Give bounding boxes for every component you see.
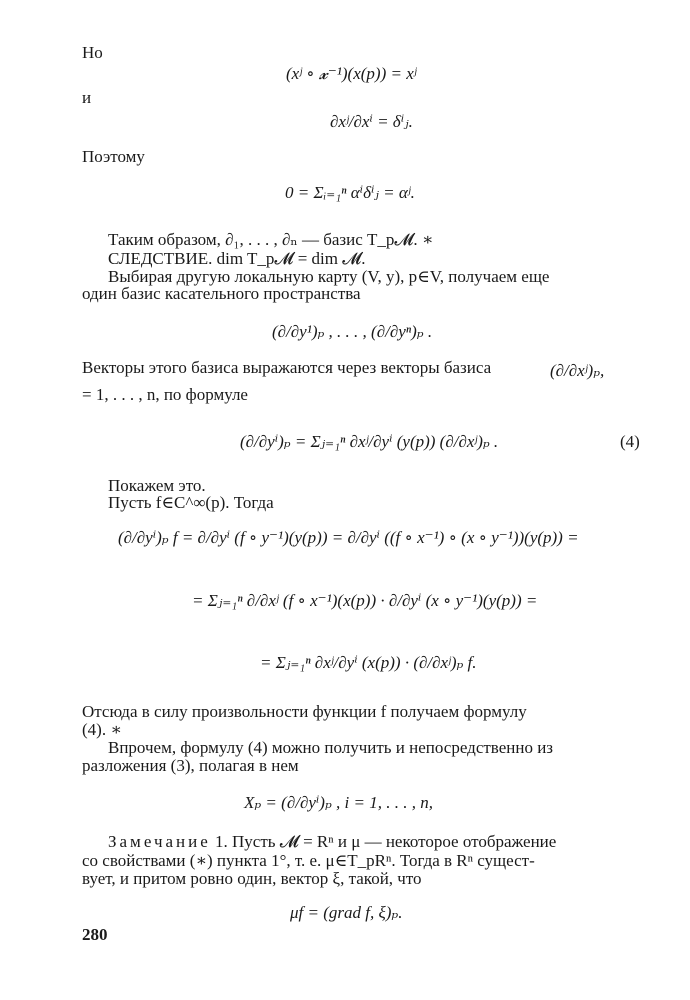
text-line: один базис касательного пространства [82, 284, 361, 303]
equation-number: (4) [620, 432, 640, 451]
text-line: Пусть f∈C^∞(p). Тогда [108, 493, 274, 512]
text-line: Выбирая другую локальную карту (V, y), p∈V, получаем еще [108, 267, 550, 286]
text-line: разложения (3), полагая в нем [82, 756, 299, 775]
text-line: Таким образом, ∂₁, . . . , ∂ₙ — базис T_p𝓜. ∗ [108, 230, 434, 249]
formula: (∂/∂xʲ)ₚ, [550, 361, 605, 380]
formula: ∂xʲ/∂xⁱ = δⁱⱼ. [330, 112, 413, 131]
formula: = Σⱼ₌₁ⁿ ∂xʲ/∂yⁱ (x(p)) · (∂/∂xʲ)ₚ f. [260, 653, 477, 672]
remark-label: Замечание [108, 832, 211, 851]
text-line: и [82, 88, 92, 107]
text-line: Но [82, 43, 103, 62]
formula: 0 = Σᵢ₌₁ⁿ αⁱδⁱⱼ = αʲ. [285, 183, 415, 202]
formula: (∂/∂y¹)ₚ , . . . , (∂/∂yⁿ)ₚ . [272, 322, 433, 341]
text-line: (4). ∗ [82, 720, 122, 739]
text-line: Поэтому [82, 147, 145, 166]
formula: (∂/∂yⁱ)ₚ f = ∂/∂yⁱ (f ∘ y⁻¹)(y(p)) = ∂/∂yⁱ ((f ∘ x⁻¹) ∘ (x ∘ y⁻¹))(y(p)) = [118, 528, 579, 547]
formula: (xʲ ∘ 𝔁⁻¹)(x(p)) = xʲ [286, 64, 417, 83]
text-line: со свойствами (∗) пункта 1°, т. е. μ∈T_pRⁿ. Тогда в Rⁿ сущест- [82, 851, 535, 870]
text-line: Отсюда в силу произвольности функции f получаем формулу [82, 702, 527, 721]
text-line: Впрочем, формулу (4) можно получить и непосредственно из [108, 738, 554, 757]
formula: μf = (grad f, ξ)ₚ. [290, 903, 403, 922]
text-line: Покажем это. [108, 476, 206, 495]
page-number: 280 [82, 925, 108, 944]
formula: (∂/∂yⁱ)ₚ = Σⱼ₌₁ⁿ ∂xʲ/∂yⁱ (y(p)) (∂/∂xʲ)ₚ . [240, 432, 499, 451]
text-line: СЛЕДСТВИЕ. dim T_p𝓜 = dim 𝓜. [108, 249, 366, 268]
formula: = Σⱼ₌₁ⁿ ∂/∂xʲ (f ∘ x⁻¹)(x(p)) · ∂/∂yⁱ (x ∘ y⁻¹)(y(p)) = [192, 591, 538, 610]
text-line: = 1, . . . , n, по формуле [82, 385, 248, 404]
text-line [108, 832, 556, 852]
remark-text: 1. Пусть 𝓜 = Rⁿ и μ — некоторое отображение [210, 832, 557, 851]
text-line: Векторы этого базиса выражаются через векторы базиса [82, 358, 492, 377]
text-line: вует, и притом ровно один, вектор ξ, такой, что [82, 869, 422, 888]
formula: Xₚ = (∂/∂yⁱ)ₚ , i = 1, . . . , n, [244, 793, 433, 812]
